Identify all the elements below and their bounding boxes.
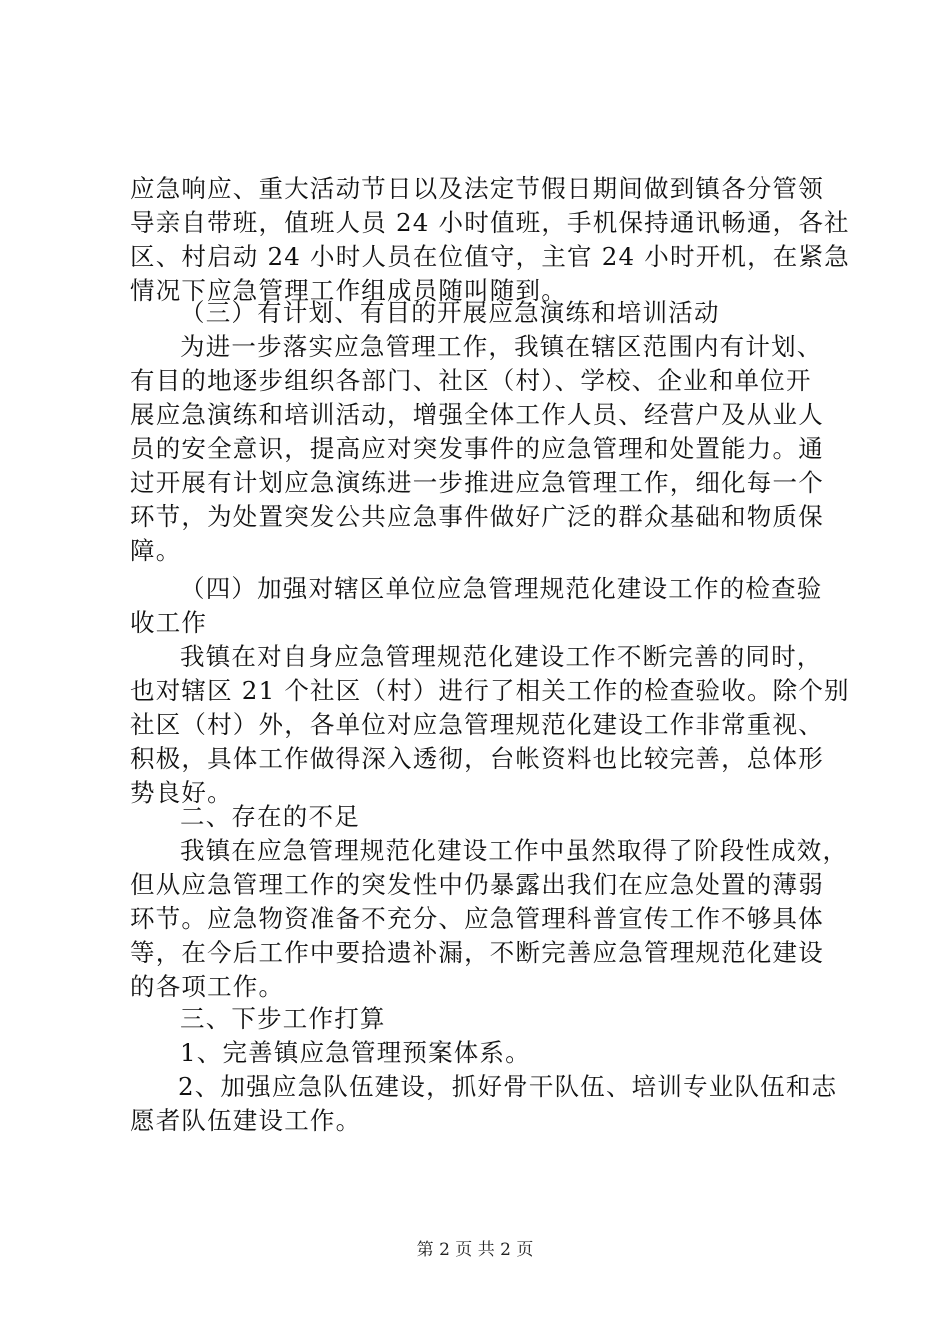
body-line: 过开展有计划应急演练进一步推进应急管理工作，细化每一个 <box>130 468 824 497</box>
body-line: 障。 <box>130 536 182 565</box>
page-number: 第 2 页 共 2 页 <box>416 1240 534 1260</box>
list-item-2-cont: 愿者队伍建设工作。 <box>130 1106 362 1135</box>
body-line: 展应急演练和培训活动，增强全体工作人员、经营户及从业人 <box>130 400 824 429</box>
body-line: 但从应急管理工作的突发性中仍暴露出我们在应急处置的薄弱 <box>130 870 824 899</box>
body-line: 环节，为处置突发公共应急事件做好广泛的群众基础和物质保 <box>130 502 824 531</box>
body-line: 情况下应急管理工作组成员随叫随到。 <box>130 276 567 305</box>
body-line: 的各项工作。 <box>130 972 285 1001</box>
section-heading-2: 二、存在的不足 <box>180 802 360 831</box>
section-heading-4-cont: 收工作 <box>130 608 208 637</box>
list-item-2: 2、加强应急队伍建设，抓好骨干队伍、培训专业队伍和志 <box>178 1072 838 1101</box>
body-line: 环节。应急物资准备不充分、应急管理科普宣传工作不够具体 <box>130 904 824 933</box>
body-line: 势良好。 <box>130 778 233 807</box>
body-line: 积极，具体工作做得深入透彻，台帐资料也比较完善，总体形 <box>130 744 824 773</box>
body-line: 也对辖区 21 个社区（村）进行了相关工作的检查验收。除个别 <box>130 676 850 705</box>
body-line: 员的安全意识，提高应对突发事件的应急管理和处置能力。通 <box>130 434 824 463</box>
list-item-1: 1、完善镇应急管理预案体系。 <box>180 1038 531 1067</box>
body-line: 区、村启动 24 小时人员在位值守，主官 24 小时开机，在紧急 <box>130 242 850 271</box>
body-line: 等，在今后工作中要拾遗补漏，不断完善应急管理规范化建设 <box>130 938 824 967</box>
body-line: 应急响应、重大活动节日以及法定节假日期间做到镇各分管领 <box>130 174 824 203</box>
body-line: 导亲自带班，值班人员 24 小时值班，手机保持通讯畅通，各社 <box>130 208 850 237</box>
body-line: 为进一步落实应急管理工作，我镇在辖区范围内有计划、 <box>180 332 823 361</box>
body-line: 社区（村）外，各单位对应急管理规范化建设工作非常重视、 <box>130 710 824 739</box>
body-line: 有目的地逐步组织各部门、社区（村）、学校、企业和单位开 <box>130 366 812 395</box>
section-heading-4: （四）加强对辖区单位应急管理规范化建设工作的检查验 <box>180 574 823 603</box>
section-heading-3b: 三、下步工作打算 <box>180 1004 386 1033</box>
body-line: 我镇在对自身应急管理规范化建设工作不断完善的同时， <box>180 642 823 671</box>
body-line: 我镇在应急管理规范化建设工作中虽然取得了阶段性成效， <box>180 836 849 865</box>
section-heading-3: （三）有计划、有目的开展应急演练和培训活动 <box>180 298 720 327</box>
